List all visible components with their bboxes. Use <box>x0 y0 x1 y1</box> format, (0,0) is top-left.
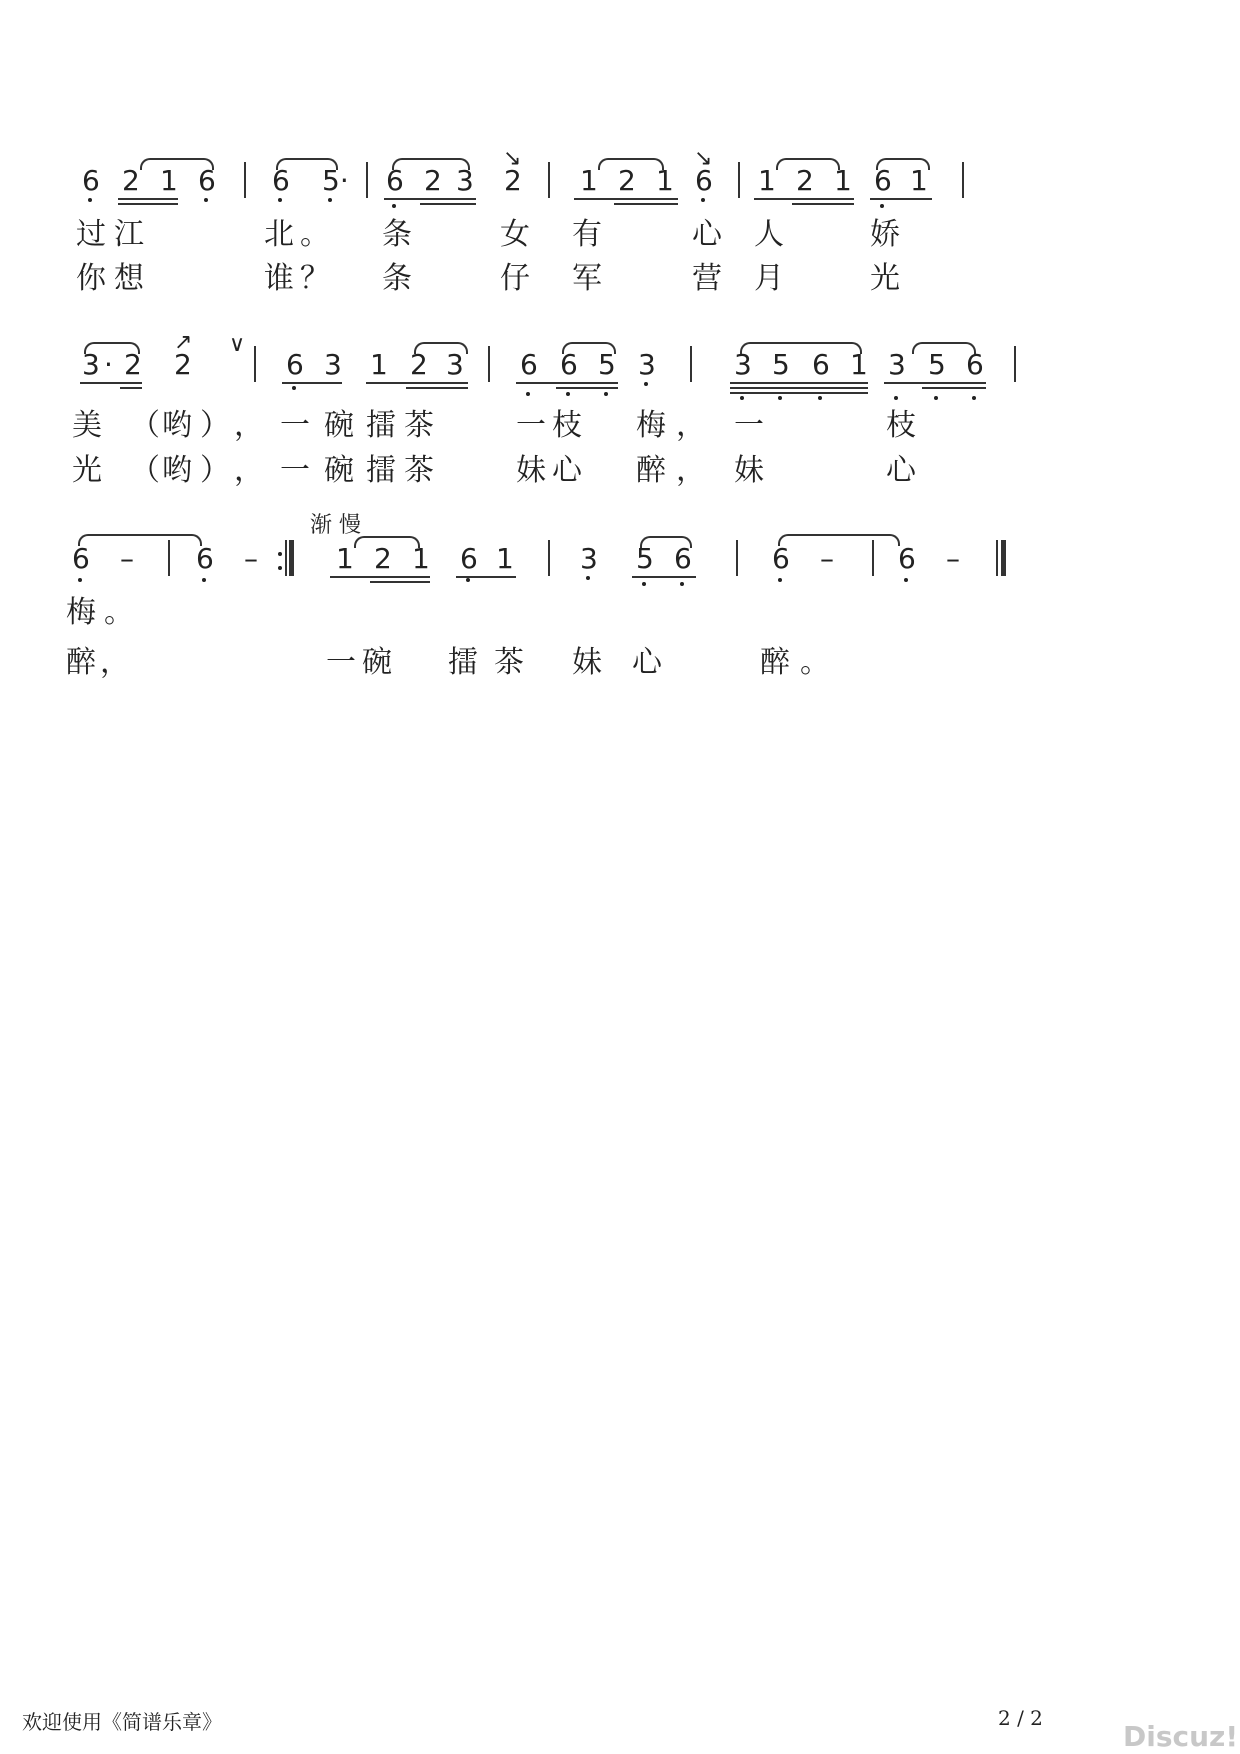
beam-line <box>420 203 476 205</box>
note: 1 <box>758 164 776 197</box>
lyric: ， <box>234 453 264 488</box>
note: 5· <box>322 164 349 197</box>
lower-octave-dot <box>78 578 82 582</box>
dot-symbol: · <box>104 348 113 381</box>
note: 2 <box>374 542 392 575</box>
beam-line <box>574 198 678 200</box>
lyric: 。 <box>300 217 330 252</box>
bar-line <box>690 346 692 382</box>
lower-octave-dot <box>778 578 782 582</box>
note: 6 <box>520 348 538 381</box>
note: 6 <box>874 164 892 197</box>
note: 6 <box>460 542 478 575</box>
slur <box>598 158 664 170</box>
lyric: 条 <box>382 261 412 296</box>
slur <box>414 342 468 354</box>
lower-octave-dot <box>604 392 608 396</box>
note: 6 <box>674 542 692 575</box>
note: 6 <box>72 542 90 575</box>
watermark-logo: Discuz! <box>1123 1720 1239 1753</box>
bar-line <box>244 162 246 198</box>
lower-octave-dot <box>586 576 590 580</box>
repeat-thin-bar <box>285 540 287 576</box>
note: 1 <box>656 164 674 197</box>
note: 3 <box>82 348 100 381</box>
note: 5 <box>928 348 946 381</box>
lyric: 妹 <box>572 645 602 680</box>
note: 6 <box>966 348 984 381</box>
lyric: 想 <box>114 261 144 296</box>
bar-line <box>738 162 740 198</box>
lower-octave-dot <box>894 396 898 400</box>
lyric: 军 <box>572 261 602 296</box>
bar-line <box>1014 346 1016 382</box>
lyric: 枝 <box>552 408 582 443</box>
beam-line <box>884 382 986 384</box>
lyric: 妹 <box>734 453 764 488</box>
beam-line <box>282 382 342 384</box>
slur <box>354 536 420 548</box>
note: 2 <box>174 348 192 381</box>
bar-line <box>254 346 256 382</box>
lyric: 。 <box>800 645 830 680</box>
lower-octave-dot <box>740 396 744 400</box>
beam-line <box>632 576 696 578</box>
lyric: 一 <box>280 453 310 488</box>
lower-octave-dot <box>88 198 92 202</box>
note: 2 <box>504 164 522 197</box>
beam-line <box>118 203 178 205</box>
note: 6 <box>198 164 216 197</box>
beam-line <box>556 387 618 389</box>
dash: – <box>820 542 834 575</box>
beam-line <box>730 392 868 394</box>
note: 5 <box>772 348 790 381</box>
lyric: 谁 <box>264 261 294 296</box>
repeat-dot <box>278 566 282 570</box>
tie <box>78 534 202 546</box>
glissando-down-icon: ↘ <box>694 146 713 171</box>
beam-line <box>754 198 854 200</box>
lyric: ） <box>200 453 230 488</box>
note: 3 <box>324 348 342 381</box>
lyric: 梅 <box>66 595 96 630</box>
repeat-thick-bar <box>289 540 294 576</box>
tempo-marking: 渐 慢 <box>310 513 361 538</box>
lyric: 心 <box>552 453 582 488</box>
lower-octave-dot <box>934 396 938 400</box>
bar-line <box>366 162 368 198</box>
note: 3 <box>580 542 598 575</box>
lyric: 一 <box>326 645 356 680</box>
lyric: 过 <box>76 217 106 252</box>
lyric: 茶 <box>404 408 434 443</box>
lyric: 营 <box>692 261 722 296</box>
dash: – <box>946 542 960 575</box>
final-thick-bar <box>1001 540 1006 576</box>
note: 3 <box>638 348 656 381</box>
lyric: 梅 <box>636 408 666 443</box>
note: 2 <box>618 164 636 197</box>
note: 2 <box>796 164 814 197</box>
lower-octave-dot <box>778 396 782 400</box>
lyric: ， <box>234 408 264 443</box>
lyric: 北 <box>264 217 294 252</box>
note: 5 <box>636 542 654 575</box>
final-thin-bar <box>996 540 998 576</box>
lyric: ） <box>200 408 230 443</box>
lyric: 心 <box>632 645 662 680</box>
glissando-down-icon: ↘ <box>503 146 522 171</box>
lower-octave-dot <box>526 392 530 396</box>
lyric: 醉 <box>66 645 96 680</box>
lyric: 。 <box>104 595 134 630</box>
lyric: 你 <box>76 261 106 296</box>
lyric: 一 <box>734 408 764 443</box>
note: 1 <box>834 164 852 197</box>
lower-octave-dot <box>642 582 646 586</box>
note: 6 <box>386 164 404 197</box>
note: 6 <box>196 542 214 575</box>
note: 6 <box>772 542 790 575</box>
lower-octave-dot <box>818 396 822 400</box>
note: 6 <box>898 542 916 575</box>
lower-octave-dot <box>202 578 206 582</box>
lyric: 碗 <box>324 408 354 443</box>
beam-line <box>730 387 868 389</box>
lyric: 擂 <box>366 408 396 443</box>
note: 1 <box>336 542 354 575</box>
lyric: ， <box>676 408 706 443</box>
slur <box>912 342 976 354</box>
note: 5 <box>598 348 616 381</box>
beam-line <box>118 198 178 200</box>
lower-octave-dot <box>466 578 470 582</box>
lower-octave-dot <box>204 198 208 202</box>
note: 1 <box>580 164 598 197</box>
lyric: 有 <box>572 217 602 252</box>
note: 1 <box>850 348 868 381</box>
lower-octave-dot <box>644 382 648 386</box>
lyric: ， <box>676 453 706 488</box>
lyric: 哟 <box>162 408 192 443</box>
slur <box>876 158 930 170</box>
beam-line <box>614 203 678 205</box>
lower-octave-dot <box>328 198 332 202</box>
lyric: 醉 <box>636 453 666 488</box>
page-number: 2 / 2 <box>998 1706 1043 1730</box>
lyric: ？ <box>300 261 330 296</box>
lyric: ， <box>100 645 130 680</box>
dash: – <box>120 542 134 575</box>
beam-line <box>456 576 516 578</box>
note: 6 <box>560 348 578 381</box>
note: 6 <box>286 348 304 381</box>
lyric: 心 <box>886 453 916 488</box>
beam-line <box>516 382 618 384</box>
slur <box>640 536 692 548</box>
bar-line <box>736 540 738 576</box>
note: 6 <box>272 164 290 197</box>
note: 3 <box>888 348 906 381</box>
beam-line <box>792 203 854 205</box>
lyric: 心 <box>692 217 722 252</box>
note: 2 <box>122 164 140 197</box>
beam-line <box>330 576 430 578</box>
slur <box>84 342 140 354</box>
lyric: 哟 <box>162 453 192 488</box>
beam-line <box>922 387 986 389</box>
note: 1 <box>370 348 388 381</box>
footer-credit: 欢迎使用《简谱乐章》 <box>22 1710 222 1734</box>
tie <box>778 534 900 546</box>
lower-octave-dot <box>278 198 282 202</box>
lyric: 美 <box>72 408 102 443</box>
note: 6 <box>812 348 830 381</box>
lyric: 擂 <box>448 645 478 680</box>
note: 3 <box>446 348 464 381</box>
lyric: 江 <box>114 217 144 252</box>
lyric: （ <box>130 408 160 443</box>
note: 2 <box>410 348 428 381</box>
bar-line <box>488 346 490 382</box>
note: 6 <box>82 164 100 197</box>
lyric: 碗 <box>324 453 354 488</box>
beam-line <box>120 387 142 389</box>
lyric: 光 <box>72 453 102 488</box>
lyric: 月 <box>754 261 784 296</box>
breath-mark: ∨ <box>229 332 246 357</box>
lyric: 妹 <box>516 453 546 488</box>
beam-line <box>384 198 476 200</box>
lyric: （ <box>130 453 160 488</box>
slur <box>140 158 214 170</box>
slur <box>740 342 862 354</box>
dash: – <box>244 542 258 575</box>
note: 2 <box>124 348 142 381</box>
note: 1 <box>910 164 928 197</box>
note: 1 <box>496 542 514 575</box>
lyric: 茶 <box>494 645 524 680</box>
lyric: 擂 <box>366 453 396 488</box>
note: 2 <box>424 164 442 197</box>
lyric: 人 <box>754 217 784 252</box>
lyric: 枝 <box>886 408 916 443</box>
beam-line <box>406 387 468 389</box>
lyric: 醉 <box>760 645 790 680</box>
slur <box>276 158 338 170</box>
lyric: 娇 <box>870 217 900 252</box>
repeat-dot <box>278 552 282 556</box>
bar-line <box>548 162 550 198</box>
bar-line <box>548 540 550 576</box>
note: 1 <box>160 164 178 197</box>
beam-line <box>366 382 468 384</box>
lower-octave-dot <box>880 204 884 208</box>
note: 3 <box>734 348 752 381</box>
lyric: 一 <box>280 408 310 443</box>
slur <box>562 342 616 354</box>
lower-octave-dot <box>392 204 396 208</box>
lower-octave-dot <box>701 198 705 202</box>
lyric: 碗 <box>362 645 392 680</box>
lyric: 仔 <box>500 261 530 296</box>
bar-line <box>962 162 964 198</box>
beam-line <box>370 581 430 583</box>
note: 6 <box>695 164 713 197</box>
note: 3 <box>456 164 474 197</box>
lower-octave-dot <box>680 582 684 586</box>
lower-octave-dot <box>292 386 296 390</box>
lower-octave-dot <box>904 578 908 582</box>
lyric: 茶 <box>404 453 434 488</box>
lyric: 光 <box>870 261 900 296</box>
lyric: 一 <box>516 408 546 443</box>
lower-octave-dot <box>566 392 570 396</box>
slur <box>776 158 840 170</box>
beam-line <box>870 198 932 200</box>
lyric: 女 <box>500 217 530 252</box>
slur <box>392 158 470 170</box>
glissando-up-icon: ↗ <box>174 330 193 355</box>
lyric: 条 <box>382 217 412 252</box>
lower-octave-dot <box>972 396 976 400</box>
beam-line <box>80 382 142 384</box>
note: 1 <box>412 542 430 575</box>
beam-line <box>730 382 868 384</box>
